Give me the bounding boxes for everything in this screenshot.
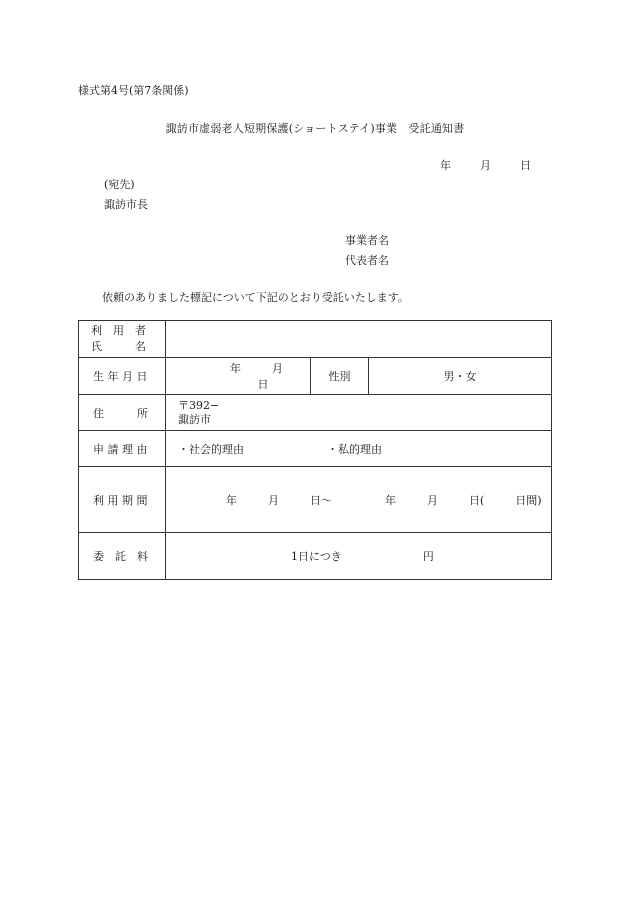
intro-text: 依頼のありました標記について下記のとおり受託いたします。 — [102, 291, 409, 304]
address-field[interactable] — [166, 395, 552, 431]
fee-unit: 円 — [422, 550, 434, 563]
user-label-line1: 利 用 者 — [91, 324, 146, 337]
user-name-label — [79, 321, 166, 358]
form-number: 様式第4号(第7条関係) — [78, 84, 189, 97]
address-label: 住 所 — [79, 395, 166, 431]
birth-day: 日 — [257, 378, 269, 391]
representative-name-label: 代表者名 — [345, 254, 389, 267]
sex-label: 性別 — [311, 358, 369, 395]
fee-field[interactable] — [166, 533, 552, 580]
business-name-label: 事業者名 — [345, 234, 389, 247]
row-period — [79, 467, 552, 533]
fee-per-day: 1日につき — [291, 550, 342, 563]
period-field[interactable] — [166, 467, 552, 533]
row-address — [79, 395, 552, 431]
birth-month: 月 — [272, 362, 283, 375]
period-end-month: 月 — [427, 493, 438, 507]
period-label: 利 用 期 間 — [79, 467, 166, 533]
reason-social[interactable]: ・社会的理由 — [178, 442, 244, 456]
issue-date — [440, 157, 531, 173]
address-city: 諏訪市 — [178, 412, 211, 426]
fee-label: 委 託 料 — [79, 533, 166, 580]
birthdate-label: 生 年 月 日 — [79, 358, 166, 395]
row-birthdate — [79, 358, 552, 395]
user-label-line2: 氏 名 — [91, 340, 146, 353]
period-days: 日間) — [515, 493, 542, 507]
reason-field[interactable] — [166, 431, 552, 467]
addressee: 諏訪市長 — [104, 198, 148, 211]
period-end-year: 年 — [385, 493, 396, 507]
birth-year: 年 — [230, 362, 241, 375]
user-name-field[interactable] — [166, 321, 552, 358]
date-day: 日 — [520, 159, 531, 172]
date-month: 月 — [480, 159, 491, 172]
reason-label: 申 請 理 由 — [79, 431, 166, 467]
row-fee — [79, 533, 552, 580]
address-postal: 〒392− — [178, 398, 220, 412]
consignment-table — [78, 320, 552, 580]
reason-private[interactable]: ・私的理由 — [327, 442, 382, 456]
period-start-month: 月 — [268, 493, 279, 507]
period-start-day: 日〜 — [310, 493, 332, 507]
birthdate-field[interactable] — [166, 358, 311, 395]
document-title: 諏訪市虚弱老人短期保護(ショートステイ)事業 受託通知書 — [165, 122, 465, 135]
row-user-name — [79, 321, 552, 358]
period-start-year: 年 — [226, 493, 237, 507]
period-end-day: 日( — [469, 493, 485, 507]
date-year: 年 — [440, 159, 451, 172]
addressee-label: (宛先) — [104, 178, 135, 191]
sex-options[interactable]: 男・女 — [369, 358, 552, 395]
row-reason — [79, 431, 552, 467]
